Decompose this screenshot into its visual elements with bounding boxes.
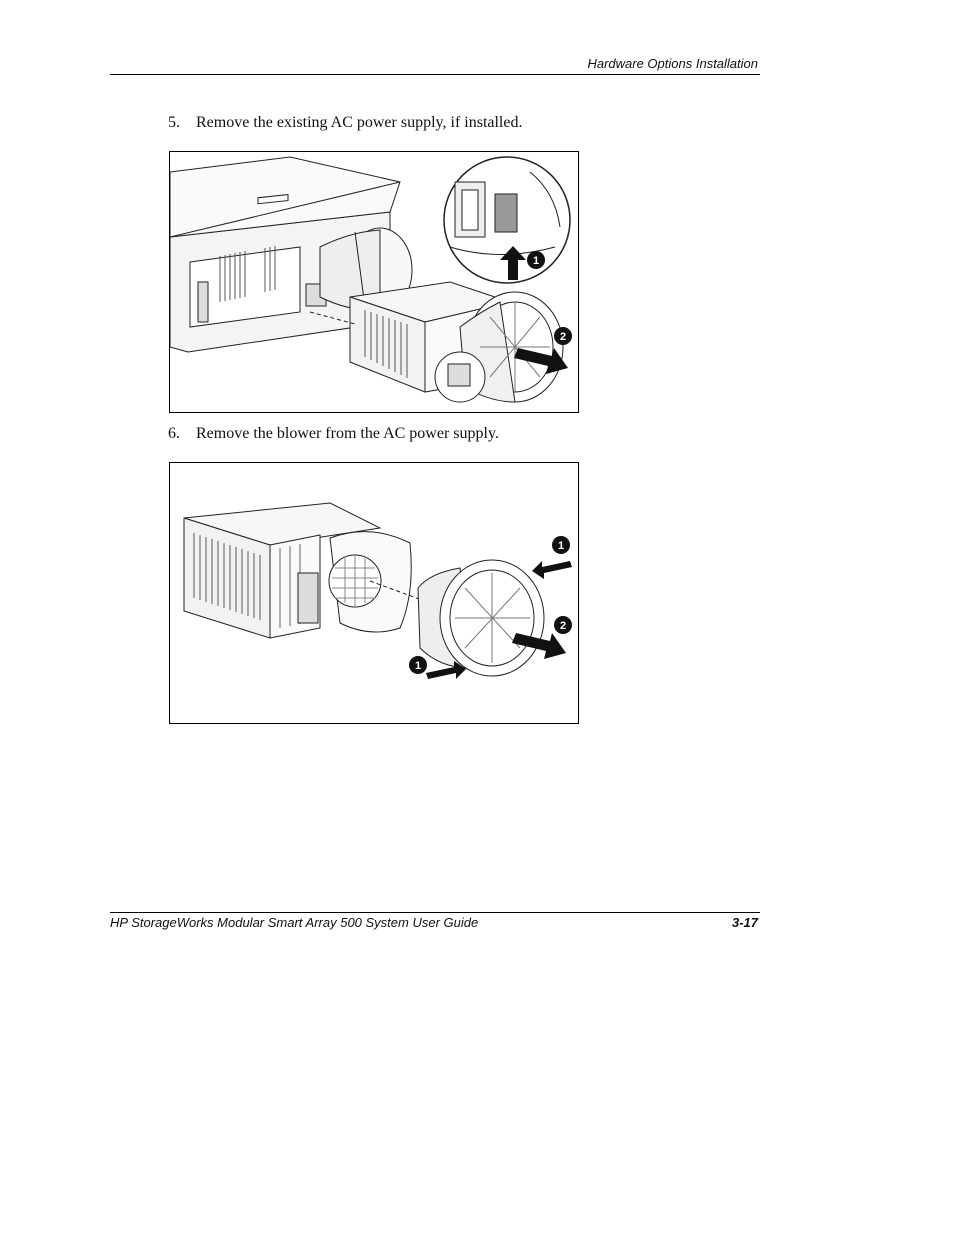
callout-1-bottom [409,656,427,674]
svg-text:2: 2 [559,331,567,343]
figure-remove-blower [169,462,579,724]
page-number: 3-17 [731,915,758,930]
step-5 [168,113,522,133]
header-rule [110,74,760,75]
guide-title: HP StorageWorks Modular Smart Array 500 System User Guide [110,915,479,930]
blower-illustration [170,463,578,723]
step-text: Remove the existing AC power supply, if installed. [196,114,523,131]
svg-text:1: 1 [532,255,540,267]
callout-1 [527,251,545,269]
callout-2 [554,327,572,345]
svg-text:1: 1 [414,660,422,672]
step-number: 6. [168,425,180,442]
running-header: Hardware Options Installation [587,56,758,71]
power-supply-illustration [170,152,578,412]
svg-text:1: 1 [557,540,565,552]
footer-rule [110,912,760,913]
figure-remove-power-supply [169,151,579,413]
callout-2 [554,616,572,634]
step-text: Remove the blower from the AC power supply. [196,425,499,442]
callout-1-top [552,536,570,554]
step-number: 5. [168,114,180,131]
step-6 [168,424,499,444]
svg-text:2: 2 [559,620,567,632]
